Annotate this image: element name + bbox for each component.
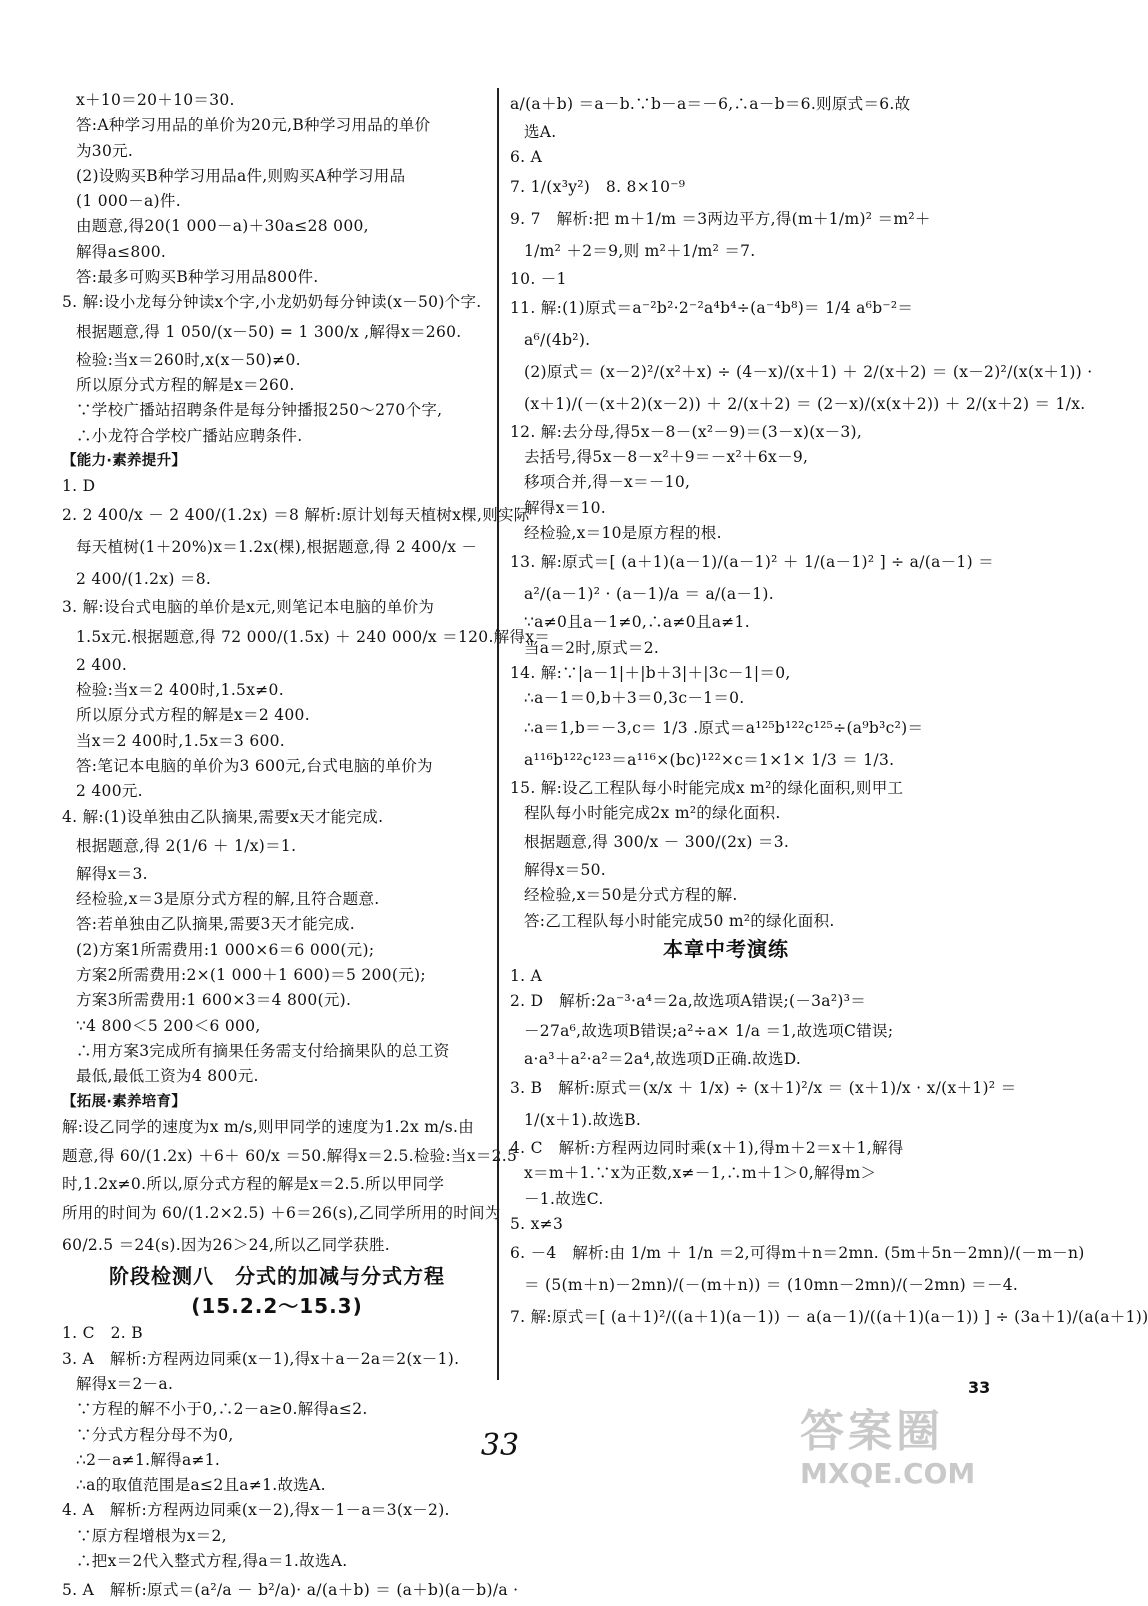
section-title: (15.2.2～15.3) (191, 1294, 363, 1319)
text-line: ∴把x＝2代入整式方程,得a＝1.故选A. (76, 1552, 348, 1571)
text-line: 3. 解:设台式电脑的单价是x元,则笔记本电脑的单价为 (62, 598, 435, 617)
text-line: ∵4 800＜5 200＜6 000, (76, 1016, 261, 1035)
text-line: 6. －4 解析:由 1/m ＋ 1/n ＝2,可得m＋n＝2mn. (5m＋5n－2mn)/(－m－n) (510, 1244, 1085, 1263)
text-line: a⁶/(4b²). (524, 330, 591, 349)
text-line: (x＋1)/(－(x＋2)(x－2)) ＋ 2/(x＋2) ＝ (2－x)/(x(x＋2)) ＋ 2/(x＋2) ＝ 1/x. (524, 394, 1086, 413)
text-line: 2 400/(1.2x) ＝8. (76, 570, 212, 589)
text-line: ∵方程的解不小于0,∴2－a≥0.解得a≤2. (76, 1400, 368, 1419)
text-line: 1/m² ＋2＝9,则 m²＋1/m² ＝7. (524, 241, 756, 260)
text-line: 答:乙工程队每小时能完成50 m²的绿化面积. (524, 911, 835, 930)
text-line: a·a³＋a²·a²＝2a⁴,故选项D正确.故选D. (524, 1049, 802, 1068)
text-line: x＋10＝20＋10＝30. (76, 91, 235, 109)
text-line: x＝m＋1.∵x为正数,x≠－1,∴m＋1＞0,解得m＞ (524, 1164, 877, 1183)
text-line: 所以原分式方程的解是x＝260. (76, 375, 295, 394)
text-line: 6. A (510, 148, 543, 167)
text-line: (2)设购买B种学习用品a件,则购买A种学习用品 (76, 166, 406, 185)
text-line: 解得x＝50. (524, 861, 606, 880)
text-line: 4. 解:(1)设单独由乙队摘果,需要x天才能完成. (62, 807, 384, 826)
text-line: 1/(x＋1).故选B. (524, 1110, 642, 1129)
text-line: 程队每小时能完成2x m²的绿化面积. (524, 803, 781, 822)
text-line: ∵学校广播站招聘条件是每分钟播报250～270个字, (76, 401, 443, 420)
text-line: 移项合并,得－x＝－10, (524, 473, 691, 492)
text-line: 答:A种学习用品的单价为20元,B种学习用品的单价 (76, 116, 431, 135)
text-line: 解:设乙同学的速度为x m/s,则甲同学的速度为1.2x m/s.由 (62, 1117, 475, 1136)
text-line: 13. 解:原式＝[ (a＋1)(a－1)/(a－1)² ＋ 1/(a－1)² ] ÷ a/(a－1) ＝ (510, 553, 994, 572)
text-line: 7. 解:原式＝[ (a＋1)²/((a＋1)(a－1)) － a(a－1)/((a＋1)(a－1)) ] ÷ (3a＋1)/(a(a＋1)) (510, 1308, 1148, 1327)
text-line: 为30元. (76, 141, 134, 160)
text-line: 5. A 解析:原式＝(a²/a － b²/a)· a/(a＋b) ＝ (a＋b)(a－b)/a · (62, 1581, 519, 1600)
text-line: 5. 解:设小龙每分钟读x个字,小龙奶奶每分钟读(x－50)个字. (62, 293, 482, 312)
text-line: 方案3所需费用:1 600×3＝4 800(元). (76, 991, 352, 1010)
text-line: 经检验,x＝3是原分式方程的解,且符合题意. (76, 890, 380, 909)
corner-page-tab: 33 (968, 1378, 991, 1397)
text-line: 经检验,x＝10是原方程的根. (524, 524, 722, 543)
text-line: a/(a＋b) ＝a－b.∵b－a＝－6,∴a－b＝6.则原式＝6.故 (510, 95, 911, 113)
text-line: ∵a≠0且a－1≠0,∴a≠0且a≠1. (524, 613, 750, 632)
section-title: 本章中考演练 (663, 937, 789, 962)
section-heading: 【能力·素养提升】 (62, 452, 187, 469)
text-line: 2. 2 400/x － 2 400/(1.2x) ＝8 解析:原计划每天植树x棵,则实际 (62, 506, 530, 525)
text-line: ∵原方程增根为x＝2, (76, 1526, 227, 1545)
text-line: 每天植树(1＋20%)x＝1.2x(棵),根据题意,得 2 400/x － (76, 538, 478, 557)
text-line: 所用的时间为 60/(1.2×2.5) ＋6＝26(s),乙同学所用的时间为 (62, 1204, 501, 1223)
section-heading: 【拓展·素养培育】 (62, 1093, 187, 1110)
watermark-url: MXQE.COM (800, 1457, 976, 1490)
watermark-mark: 答案圈 (800, 1406, 944, 1457)
text-line: 3. B 解析:原式＝(x/x ＋ 1/x) ÷ (x＋1)²/x ＝ (x＋1)/x · x/(x＋1)² ＝ (510, 1078, 1017, 1097)
text-line: 1. D (62, 477, 96, 496)
text-line: 1.5x元.根据题意,得 72 000/(1.5x) ＋ 240 000/x ＝120.解得x＝ (76, 627, 551, 646)
text-line: ∴用方案3完成所有摘果任务需支付给摘果队的总工资 (76, 1041, 450, 1060)
text-line: 由题意,得20(1 000－a)＋30a≤28 000, (76, 217, 369, 236)
text-line: 5. x≠3 (510, 1214, 564, 1233)
text-line: 经检验,x＝50是分式方程的解. (524, 886, 738, 905)
text-line: ＝ (5(m＋n)－2mn)/(－(m＋n)) ＝ (10mn－2mn)/(－2mn) ＝－4. (524, 1276, 1019, 1295)
text-line: 1. A (510, 967, 543, 986)
text-line: ∴a的取值范围是a≤2且a≠1.故选A. (76, 1476, 326, 1495)
text-line: ∵分式方程分母不为0, (76, 1425, 234, 1444)
text-line: 当x＝2 400时,1.5x＝3 600. (76, 731, 286, 750)
text-line: 答:笔记本电脑的单价为3 600元,台式电脑的单价为 (76, 756, 433, 775)
text-line: 解得x＝10. (524, 498, 606, 517)
text-line: 12. 解:去分母,得5x－8－(x²－9)＝(3－x)(x－3), (510, 422, 863, 441)
text-line: 根据题意,得 2(1/6 ＋ 1/x)＝1. (76, 836, 297, 855)
text-line: 15. 解:设乙工程队每小时能完成x m²的绿化面积,则甲工 (510, 778, 904, 797)
text-line: －27a⁶,故选项B错误;a²÷a× 1/a ＝1,故选项C错误; (524, 1021, 894, 1040)
text-line: 去括号,得5x－8－x²＋9＝－x²＋6x－9, (524, 448, 809, 467)
text-line: 3. A 解析:方程两边同乘(x－1),得x＋a－2a＝2(x－1). (62, 1349, 460, 1368)
text-line: ∴2－a≠1.解得a≠1. (76, 1450, 221, 1469)
text-line: 所以原分式方程的解是x＝2 400. (76, 706, 310, 725)
watermark-logo (800, 1395, 990, 1490)
text-line: 题意,得 60/(1.2x) ＋6＋ 60/x ＝50.解得x＝2.5.检验:当x＝2.5 (62, 1147, 518, 1166)
text-line: 60/2.5 ＝24(s).因为26＞24,所以乙同学获胜. (62, 1236, 391, 1255)
text-line: 4. A 解析:方程两边同乘(x－2),得x－1－a＝3(x－2). (62, 1501, 450, 1520)
text-line: 10. －1 (510, 269, 567, 288)
text-line: (2)原式＝ (x－2)²/(x²＋x) ÷ (4－x)/(x＋1) ＋ 2/(x＋2) ＝ (x－2)²/(x(x＋1)) · (524, 362, 1093, 381)
text-line: ∴小龙符合学校广播站应聘条件. (76, 426, 303, 445)
text-line: 9. 7 解析:把 m＋1/m ＝3两边平方,得(m＋1/m)² ＝m²＋ (510, 209, 931, 228)
text-line: 根据题意,得 300/x － 300/(2x) ＝3. (524, 833, 790, 852)
text-line: 解得x＝3. (76, 864, 148, 883)
text-line: 检验:当x＝2 400时,1.5x≠0. (76, 681, 284, 700)
text-line: 解得x＝2－a. (76, 1374, 174, 1393)
text-line: ∴a＝1,b＝－3,c＝ 1/3 .原式＝a¹²⁵b¹²²c¹²⁵÷(a⁹b³c²)＝ (524, 718, 924, 737)
text-line: 方案2所需费用:2×(1 000＋1 600)＝5 200(元); (76, 966, 426, 985)
text-line: 检验:当x＝260时,x(x－50)≠0. (76, 350, 301, 369)
text-line: 当a＝2时,原式＝2. (524, 638, 660, 657)
text-line: a²/(a－1)² · (a－1)/a ＝ a/(a－1). (524, 585, 774, 604)
text-line: 7. 1/(x³y²) 8. 8×10⁻⁹ (510, 177, 686, 196)
right-column (510, 88, 1148, 1390)
section-title: 阶段检测八 分式的加减与分式方程 (109, 1264, 445, 1289)
column-divider (497, 88, 499, 1380)
text-line: 解得a≤800. (76, 242, 167, 261)
text-line: 4. C 解析:方程两边同时乘(x＋1),得m＋2＝x＋1,解得 (510, 1138, 904, 1157)
text-line: (1 000－a)件. (76, 192, 181, 211)
text-line: ∴a－1＝0,b＋3＝0,3c－1＝0. (524, 689, 745, 708)
text-line: 答:最多可购买B种学习用品800件. (76, 268, 319, 287)
text-line: 14. 解:∵|a－1|＋|b＋3|＋|3c－1|＝0, (510, 663, 791, 682)
text-line: (2)方案1所需费用:1 000×6＝6 000(元); (76, 940, 375, 959)
text-line: 根据题意,得 1 050/(x－50) = 1 300/x ,解得x＝260. (76, 322, 462, 341)
text-line: 2 400元. (76, 782, 143, 801)
text-line: 2. D 解析:2a⁻³·a⁴＝2a,故选项A错误;(－3a²)³＝ (510, 992, 867, 1011)
text-line: 1. C 2. B (62, 1324, 143, 1343)
text-line: －1.故选C. (524, 1189, 604, 1208)
text-line: 答:若单独由乙队摘果,需要3天才能完成. (76, 915, 355, 934)
text-line: 时,1.2x≠0.所以,原分式方程的解是x＝2.5.所以甲同学 (62, 1175, 445, 1194)
page-number: 33 (480, 1428, 520, 1463)
text-line: 选A. (524, 123, 557, 141)
text-line: 11. 解:(1)原式＝a⁻²b²·2⁻²a⁴b⁴÷(a⁻⁴b⁸)＝ 1/4 a⁶b⁻²＝ (510, 298, 914, 317)
text-line: a¹¹⁶b¹²²c¹²³＝a¹¹⁶×(bc)¹²²×c＝1×1× 1/3 ＝ 1/3. (524, 750, 895, 769)
text-line: 最低,最低工资为4 800元. (76, 1067, 259, 1086)
text-line: 2 400. (76, 655, 128, 674)
